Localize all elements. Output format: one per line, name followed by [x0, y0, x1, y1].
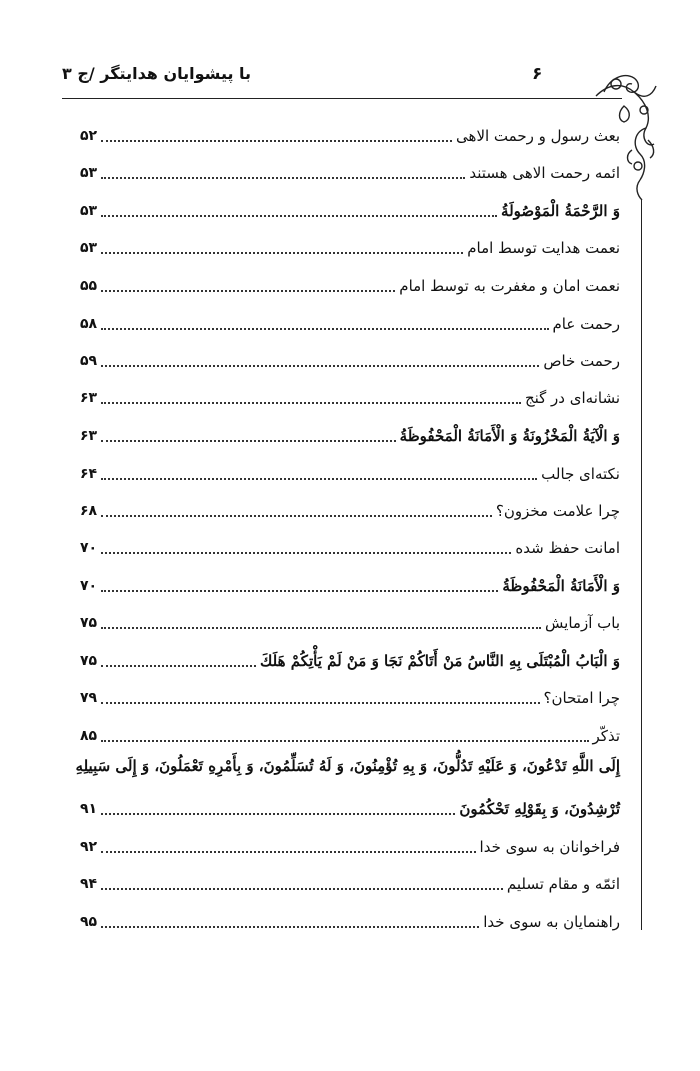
- dot-leader: [101, 888, 503, 890]
- dot-leader: [101, 740, 588, 742]
- toc-entry[interactable]: [80, 192, 620, 222]
- toc-entry-page: ۵۳: [80, 203, 98, 219]
- book-title: با پیشوایان هدایتگر /ج ۳: [62, 64, 252, 83]
- toc-entry[interactable]: [80, 790, 620, 820]
- toc-entry-page: ۹۱: [80, 801, 98, 817]
- toc-entry-title: بعث رسول و رحمت الاهی: [456, 127, 620, 145]
- page-header: [62, 64, 602, 92]
- toc-entry-page: ۵۵: [80, 278, 98, 294]
- toc-entry-page: ۸۵: [80, 728, 98, 744]
- toc-entry-title: وَ الْبَابُ الْمُبْتَلَى بِهِ النَّاسُ مَنْ أَتَاكُمْ نَجَا وَ مَنْ لَمْ يَأْتِكُمْ هَلَكَ: [259, 652, 620, 670]
- toc-entry-title: ائمه رحمت الاهی هستند: [469, 164, 620, 182]
- toc-entry-page: ۷۰: [80, 540, 98, 556]
- toc-entry-title: فراخوانان به سوی خدا: [479, 838, 620, 856]
- toc-entry-title: چرا امتحان؟: [543, 689, 620, 707]
- toc-entry-page: ۶۸: [80, 503, 98, 519]
- toc-entry-title: ائمّه و مقام تسلیم: [506, 875, 620, 893]
- toc-entry[interactable]: [80, 417, 620, 447]
- dot-leader: [101, 590, 498, 592]
- header-rule: [62, 98, 622, 99]
- toc-entry-title: باب آزمایش: [545, 614, 620, 632]
- dot-leader: [101, 478, 537, 480]
- dot-leader: [101, 440, 396, 442]
- toc-entry-title: نکته‌ای جالب: [541, 465, 620, 483]
- toc-entry[interactable]: [80, 828, 620, 858]
- toc-entry-page: ۷۵: [80, 653, 98, 669]
- toc-entry-title: وَ الْآيَةُ الْمَخْزُونَةُ وَ الْأَمَانَةُ الْمَحْفُوظَةُ: [399, 427, 620, 445]
- toc-entry[interactable]: [80, 717, 620, 747]
- toc-entry-page: ۷۵: [80, 615, 98, 631]
- toc-entry-title: تُرْشِدُونَ، وَ بِقَوْلِهِ تَحْكُمُونَ: [459, 800, 620, 818]
- dot-leader: [101, 328, 548, 330]
- toc-entry-title: نعمت امان و مغفرت به توسط امام: [399, 277, 620, 295]
- toc-entry-page: ۷۰: [80, 578, 98, 594]
- toc-entry[interactable]: [80, 117, 620, 147]
- toc-entry[interactable]: [80, 455, 620, 485]
- toc-entry-page: ۶۳: [80, 428, 98, 444]
- toc-entry[interactable]: [80, 642, 620, 672]
- dot-leader: [101, 140, 452, 142]
- toc-entry[interactable]: [80, 679, 620, 709]
- toc-entry-title: رحمت خاص: [543, 352, 620, 370]
- dot-leader: [101, 926, 479, 928]
- side-rule: [641, 200, 642, 930]
- toc-entry-page: ۵۳: [80, 240, 98, 256]
- toc-entry-title: نعمت هدایت توسط امام: [467, 239, 620, 257]
- dot-leader: [101, 552, 511, 554]
- dot-leader: [101, 290, 395, 292]
- page-number: ۶: [532, 64, 543, 84]
- dot-leader: [101, 665, 256, 667]
- dot-leader: [101, 702, 539, 704]
- toc-entry-page: ۵۳: [80, 165, 98, 181]
- dot-leader: [101, 627, 541, 629]
- toc-entry-page: ۶۳: [80, 390, 98, 406]
- toc-entry[interactable]: [80, 492, 620, 522]
- dot-leader: [101, 252, 463, 254]
- toc-entry[interactable]: [80, 229, 620, 259]
- toc-entry-title: امانت حفظ شده: [515, 539, 620, 557]
- toc-entry-page: ۵۹: [80, 353, 98, 369]
- toc-entry[interactable]: [80, 567, 620, 597]
- toc-entry-title: نشانه‌ای در گنج: [524, 389, 620, 407]
- toc-entry-title: رحمت عام: [552, 315, 620, 333]
- toc-entry[interactable]: [80, 604, 620, 634]
- toc-entry-title: چرا علامت مخزون؟: [495, 502, 620, 520]
- toc-entry[interactable]: [80, 865, 620, 895]
- toc-entry-page: ۶۴: [80, 466, 98, 482]
- toc-entry[interactable]: [80, 529, 620, 559]
- dot-leader: [101, 215, 497, 217]
- toc-entry[interactable]: [80, 903, 620, 933]
- toc-entry-page: ۵۸: [80, 316, 98, 332]
- toc-quote-line: [75, 753, 620, 783]
- dot-leader: [101, 365, 539, 367]
- toc-entry[interactable]: [80, 267, 620, 297]
- toc-entry-page: ۷۹: [80, 690, 98, 706]
- toc-quote-text: إِلَى اللَّهِ تَدْعُونَ، وَ عَلَيْهِ تَدُلُّونَ، وَ بِهِ تُؤْمِنُونَ، وَ لَهُ تُسَلِّمُونَ، وَ بِأَمْرِهِ تَعْمَلُونَ، وَ إِلَى سَبِيلِهِ: [75, 757, 620, 775]
- toc-entry[interactable]: [80, 154, 620, 184]
- toc-entry-title: تذکّر: [592, 727, 620, 745]
- dot-leader: [101, 402, 521, 404]
- toc-entry-title: وَ الرَّحْمَةُ الْمَوْصُولَةُ: [501, 202, 620, 220]
- toc-entry[interactable]: [80, 342, 620, 372]
- toc-entry-page: ۹۲: [80, 839, 98, 855]
- toc-entry[interactable]: [80, 379, 620, 409]
- dot-leader: [101, 515, 492, 517]
- dot-leader: [101, 177, 465, 179]
- dot-leader: [101, 851, 475, 853]
- toc-entry[interactable]: [80, 305, 620, 335]
- toc-entry-title: وَ الْأَمَانَةُ الْمَحْفُوظَةُ: [502, 577, 620, 595]
- toc-entry-page: ۹۴: [80, 876, 98, 892]
- dot-leader: [101, 813, 455, 815]
- toc-entry-page: ۹۵: [80, 914, 98, 930]
- toc-entry-page: ۵۲: [80, 128, 98, 144]
- toc-entry-title: راهنمایان به سوی خدا: [483, 913, 620, 931]
